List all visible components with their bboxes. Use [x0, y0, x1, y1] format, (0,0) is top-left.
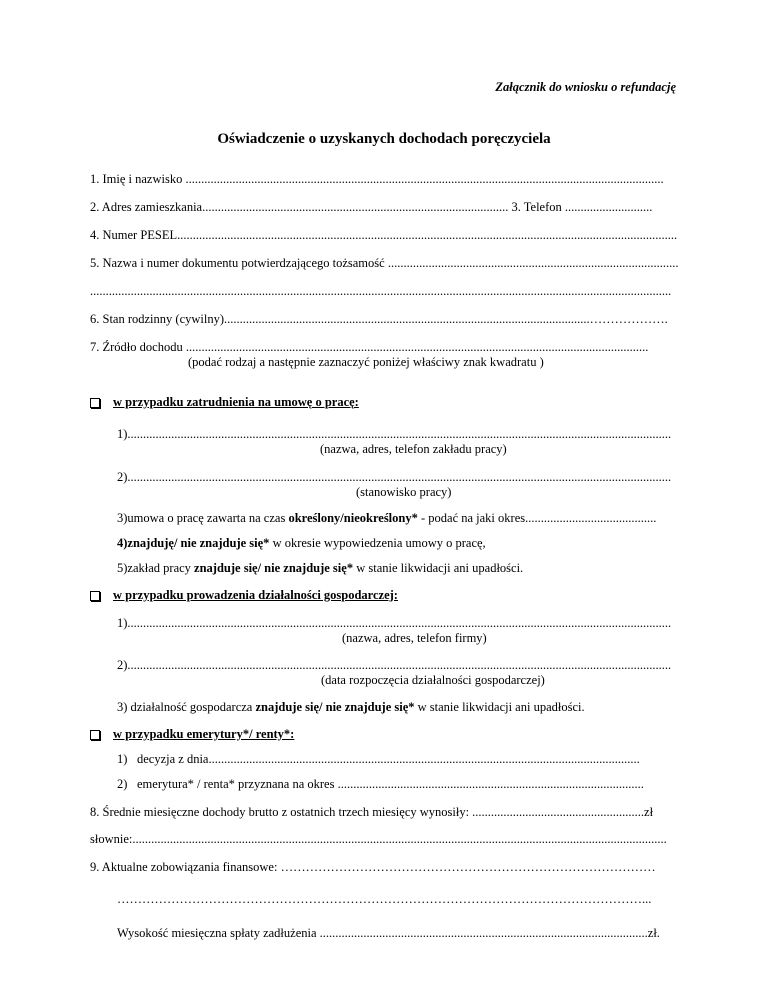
liabilities-line: 9. Aktualne zobowiązania finansowe: ……………………………………………………………………………… — [90, 860, 656, 874]
field-address: 2. Adres zamieszkania.................................................................................................. 3. Telefon — [90, 200, 562, 214]
employment-checkbox[interactable] — [90, 398, 100, 408]
field-name: 1. Imię i nazwisko ......................................................................................................................................................... — [90, 172, 664, 186]
business-name-line: 1).............................................................................................................................................................................. — [117, 616, 672, 630]
business-start-hint: (data rozpoczęcia działalności gospodarczej) — [321, 673, 545, 687]
business-checkbox[interactable] — [90, 591, 100, 601]
contract-term-line: 3)umowa o pracę zawarta na czas określony/nieokreślony* - podać na jaki okres.......................................... — [117, 511, 657, 525]
employment-section-heading: w przypadku zatrudnienia na umowę o pracę: — [90, 395, 359, 410]
monthly-repayment-line: Wysokość miesięczna spłaty zadłużenia .........................................................................................................zł. — [117, 926, 660, 940]
pension-period-line: 2) emerytura* / renta* przyznana na okres .................................................................................................. — [117, 777, 644, 791]
pension-checkbox[interactable] — [90, 730, 100, 740]
employer-line: 1).............................................................................................................................................................................. — [117, 427, 672, 441]
field-id-document: 5. Nazwa i numer dokumentu potwierdzającego tożsamość ............................................................................................. — [90, 256, 678, 270]
business-liquidation-line: 3) działalność gospodarcza znajduje się/ nie znajduje się* w stanie likwidacji ani upadłości. — [117, 700, 585, 714]
field-pesel: 4. Numer PESEL................................................................................................................................................................ — [90, 228, 678, 242]
field-phone: ............................ — [561, 200, 653, 214]
average-income-line: 8. Średnie miesięczne dochody brutto z ostatnich trzech miesięcy wynosiły: .......................................................zł — [90, 805, 654, 819]
business-name-hint: (nazwa, adres, telefon firmy) — [342, 631, 487, 645]
pension-decision-line: 1) decyzja z dnia.......................................................................................................................................... — [117, 752, 640, 766]
field-address-phone — [90, 200, 678, 215]
income-source-hint: (podać rodzaj a następnie zaznaczyć poniżej właściwy znak kwadratu ) — [188, 355, 544, 369]
page-title: Oświadczenie o uzyskanych dochodach poręczyciela — [217, 131, 551, 147]
income-words-line: słownie:........................................................................................................................................................................... — [90, 832, 667, 846]
job-position-line: 2).............................................................................................................................................................................. — [117, 470, 672, 484]
business-section-heading: w przypadku prowadzenia działalności gospodarczej: — [90, 588, 398, 603]
field-id-document-continued: .......................................................................................................................................................................................... — [90, 284, 672, 298]
liabilities-continued-line: ………………………………………………………………………………………………………………... — [117, 892, 652, 906]
pension-section-heading: w przypadku emerytury*/ renty*: — [90, 727, 294, 742]
annex-header: Załącznik do wniosku o refundację — [495, 80, 676, 94]
notice-period-line: 4)znajduję/ nie znajduje się* w okresie wypowiedzenia umowy o pracę, — [117, 536, 486, 550]
job-position-hint: (stanowisko pracy) — [356, 485, 452, 499]
employer-hint: (nazwa, adres, telefon zakładu pracy) — [320, 442, 507, 456]
employer-liquidation-line: 5)zakład pracy znajduje się/ nie znajduje się* w stanie likwidacji ani upadłości. — [117, 561, 524, 575]
field-income-source: 7. Źródło dochodu .................................................................................................................................................... — [90, 340, 649, 354]
business-start-line: 2).............................................................................................................................................................................. — [117, 658, 672, 672]
field-marital-status: 6. Stan rodzinny (cywilny).....................................................................................................................………………. — [90, 312, 668, 326]
